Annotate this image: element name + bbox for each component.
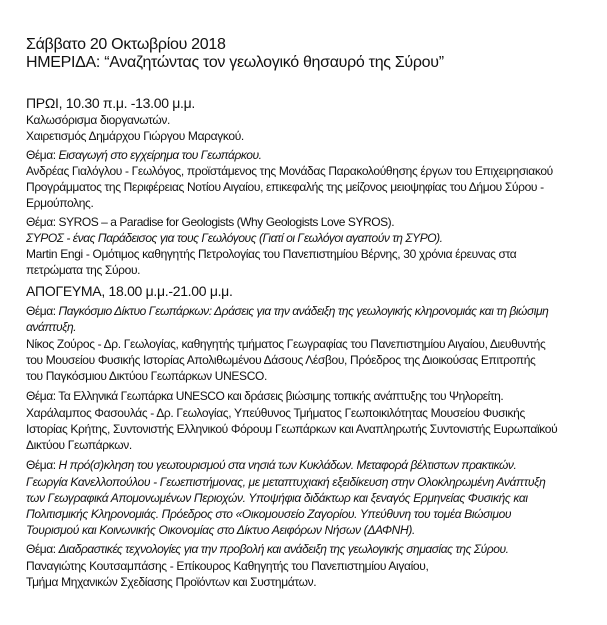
topic-title: Παγκόσμιο Δίκτυο Γεωπάρκων: Δράσεις για την ανάδειξη της γεωλογικής κληρονομιάς και τη βιώσιμη <box>58 304 549 318</box>
talk-topic <box>26 215 394 229</box>
talk-topic <box>26 389 503 403</box>
speaker-line: Χαράλαμπος Φασουλάς - Δρ. Γεωλογίας, Υπεύθυνος Τμήματος Γεωποικιλότητας Μουσείου Φυσικής <box>26 406 525 420</box>
speaker-line: των Γεωγραφικά Απομονωμένων Περιοχών. Υποψήφια διδάκτωρ και ξεναγός Ερμηνείας Φυσικής και <box>26 491 528 505</box>
speaker-line: Παναγιώτης Κουτσαμπάσης - Επίκουρος Καθηγητής του Πανεπιστημίου Αιγαίου, <box>26 559 429 573</box>
speaker-line: Martin Engi - Ομότιμος καθηγητής Πετρολογίας του Πανεπιστημίου Βέρνης, 30 χρόνια έρευνας στα <box>26 247 517 261</box>
topic-title: Η πρό(σ)κληση του γεωτουρισμού στα νησιά των Κυκλάδων. Μεταφορά βέλτιστων πρακτικών. <box>58 458 517 472</box>
talk-topic <box>26 148 262 162</box>
topic-title: SYROS – a Paradise for Geologists (Why Geologists Love SYROS). <box>58 215 395 229</box>
speaker-line: Τουρισμού και Κοινωνικής Οικονομίας στο Δίκτυο Αειφόρων Νήσων (ΔΑΦΝΗ). <box>26 523 415 537</box>
speaker-line: Πολιτισμικής Κληρονομιάς. Πρόεδρος στο «Οικομουσείο Ζαγορίου. Υπεύθυνη του τομέα Βιώσιμου <box>26 507 512 521</box>
speaker-line: Ανδρέας Γιαλόγλου - Γεωλόγος, προϊστάμενος της Μονάδας Παρακολούθησης έργων του Επιχειρησιακού <box>26 164 553 178</box>
topic-title-greek: ΣΥΡΟΣ - ένας Παράδεισος για τους Γεωλόγους (Γιατί οι Γεωλόγοι αγαπούν τη ΣΥΡΟ). <box>26 231 443 245</box>
topic-prefix: Θέμα: <box>26 458 59 472</box>
morning-session-title: ΠΡΩΙ, 10.30 π.μ. -13.00 μ.μ. <box>26 95 195 111</box>
event-date: Σάββατο 20 Οκτωβρίου 2018 <box>26 36 226 53</box>
speaker-line: πετρώματα της Σύρου. <box>26 263 141 277</box>
talk-topic <box>26 304 548 318</box>
talk-topic <box>26 542 509 556</box>
topic-prefix: Θέμα: <box>26 389 59 403</box>
topic-title: Τα Ελληνικά Γεωπάρκα UNESCO και δράσεις βιώσιμης τοπικής ανάπτυξης του Ψηλορείτη. <box>58 389 504 403</box>
speaker-line: Τμήμα Μηχανικών Σχεδίασης Προϊόντων και Συστημάτων. <box>26 575 317 589</box>
topic-prefix: Θέμα: <box>26 215 59 229</box>
speaker-line: Ερμούπολης. <box>26 196 94 210</box>
speaker-line: Νίκος Ζούρος - Δρ. Γεωλογίας, καθηγητής τμήματος Γεωγραφίας του Πανεπιστημίου Αιγαίου, Διευθυντής <box>26 337 546 351</box>
speaker-line: του Παγκόσμιου Δικτύου Γεωπάρκων UNESCO. <box>26 369 267 383</box>
topic-title: Εισαγωγή στο εγχείρημα του Γεωπάρκου. <box>58 148 262 162</box>
event-title: ΗΜΕΡΙΔΑ: “Αναζητώντας τον γεωλογικό θησαυρό της Σύρου” <box>26 54 444 71</box>
topic-prefix: Θέμα: <box>26 542 59 556</box>
speaker-line: Προγράμματος της Περιφέρειας Νοτίου Αιγαίου, επικεφαλής της μείζονος μειοψηφίας του Δήμου Σύρου - <box>26 180 544 194</box>
topic-prefix: Θέμα: <box>26 148 59 162</box>
topic-prefix: Θέμα: <box>26 304 59 318</box>
topic-title-continued: ανάπτυξη. <box>26 320 77 334</box>
topic-title: Διαδραστικές τεχνολογίες για την προβολή και ανάδειξη της γεωλογικής σημασίας της Σύρου. <box>58 542 509 556</box>
speaker-line: Γεωργία Κανελλοπούλου - Γεωεπιστήμονας, με μεταπτυχιακή εξειδίκευση στην Ολοκληρωμένη Ανάπτυξη <box>26 475 546 489</box>
speaker-line: Ιστορίας Κρήτης, Συντονιστής Ελληνικού Φόρουμ Γεωπάρκων και Αναπληρωτής Συντονιστής Ευρωπαϊκού <box>26 422 558 436</box>
opening-line: Χαιρετισμός Δημάρχου Γιώργου Μαραγκού. <box>26 129 244 143</box>
speaker-line: του Μουσείου Φυσικής Ιστορίας Απολιθωμένου Δάσους Λέσβου, Πρόεδρος της Διοικούσας Επιτροπής <box>26 353 536 367</box>
speaker-line: Δικτύου Γεωπάρκων. <box>26 438 132 452</box>
talk-topic <box>26 458 516 472</box>
afternoon-session-title: ΑΠΟΓΕΥΜΑ, 18.00 μ.μ.-21.00 μ.μ. <box>26 283 233 299</box>
opening-line: Καλωσόρισμα διοργανωτών. <box>26 113 171 127</box>
